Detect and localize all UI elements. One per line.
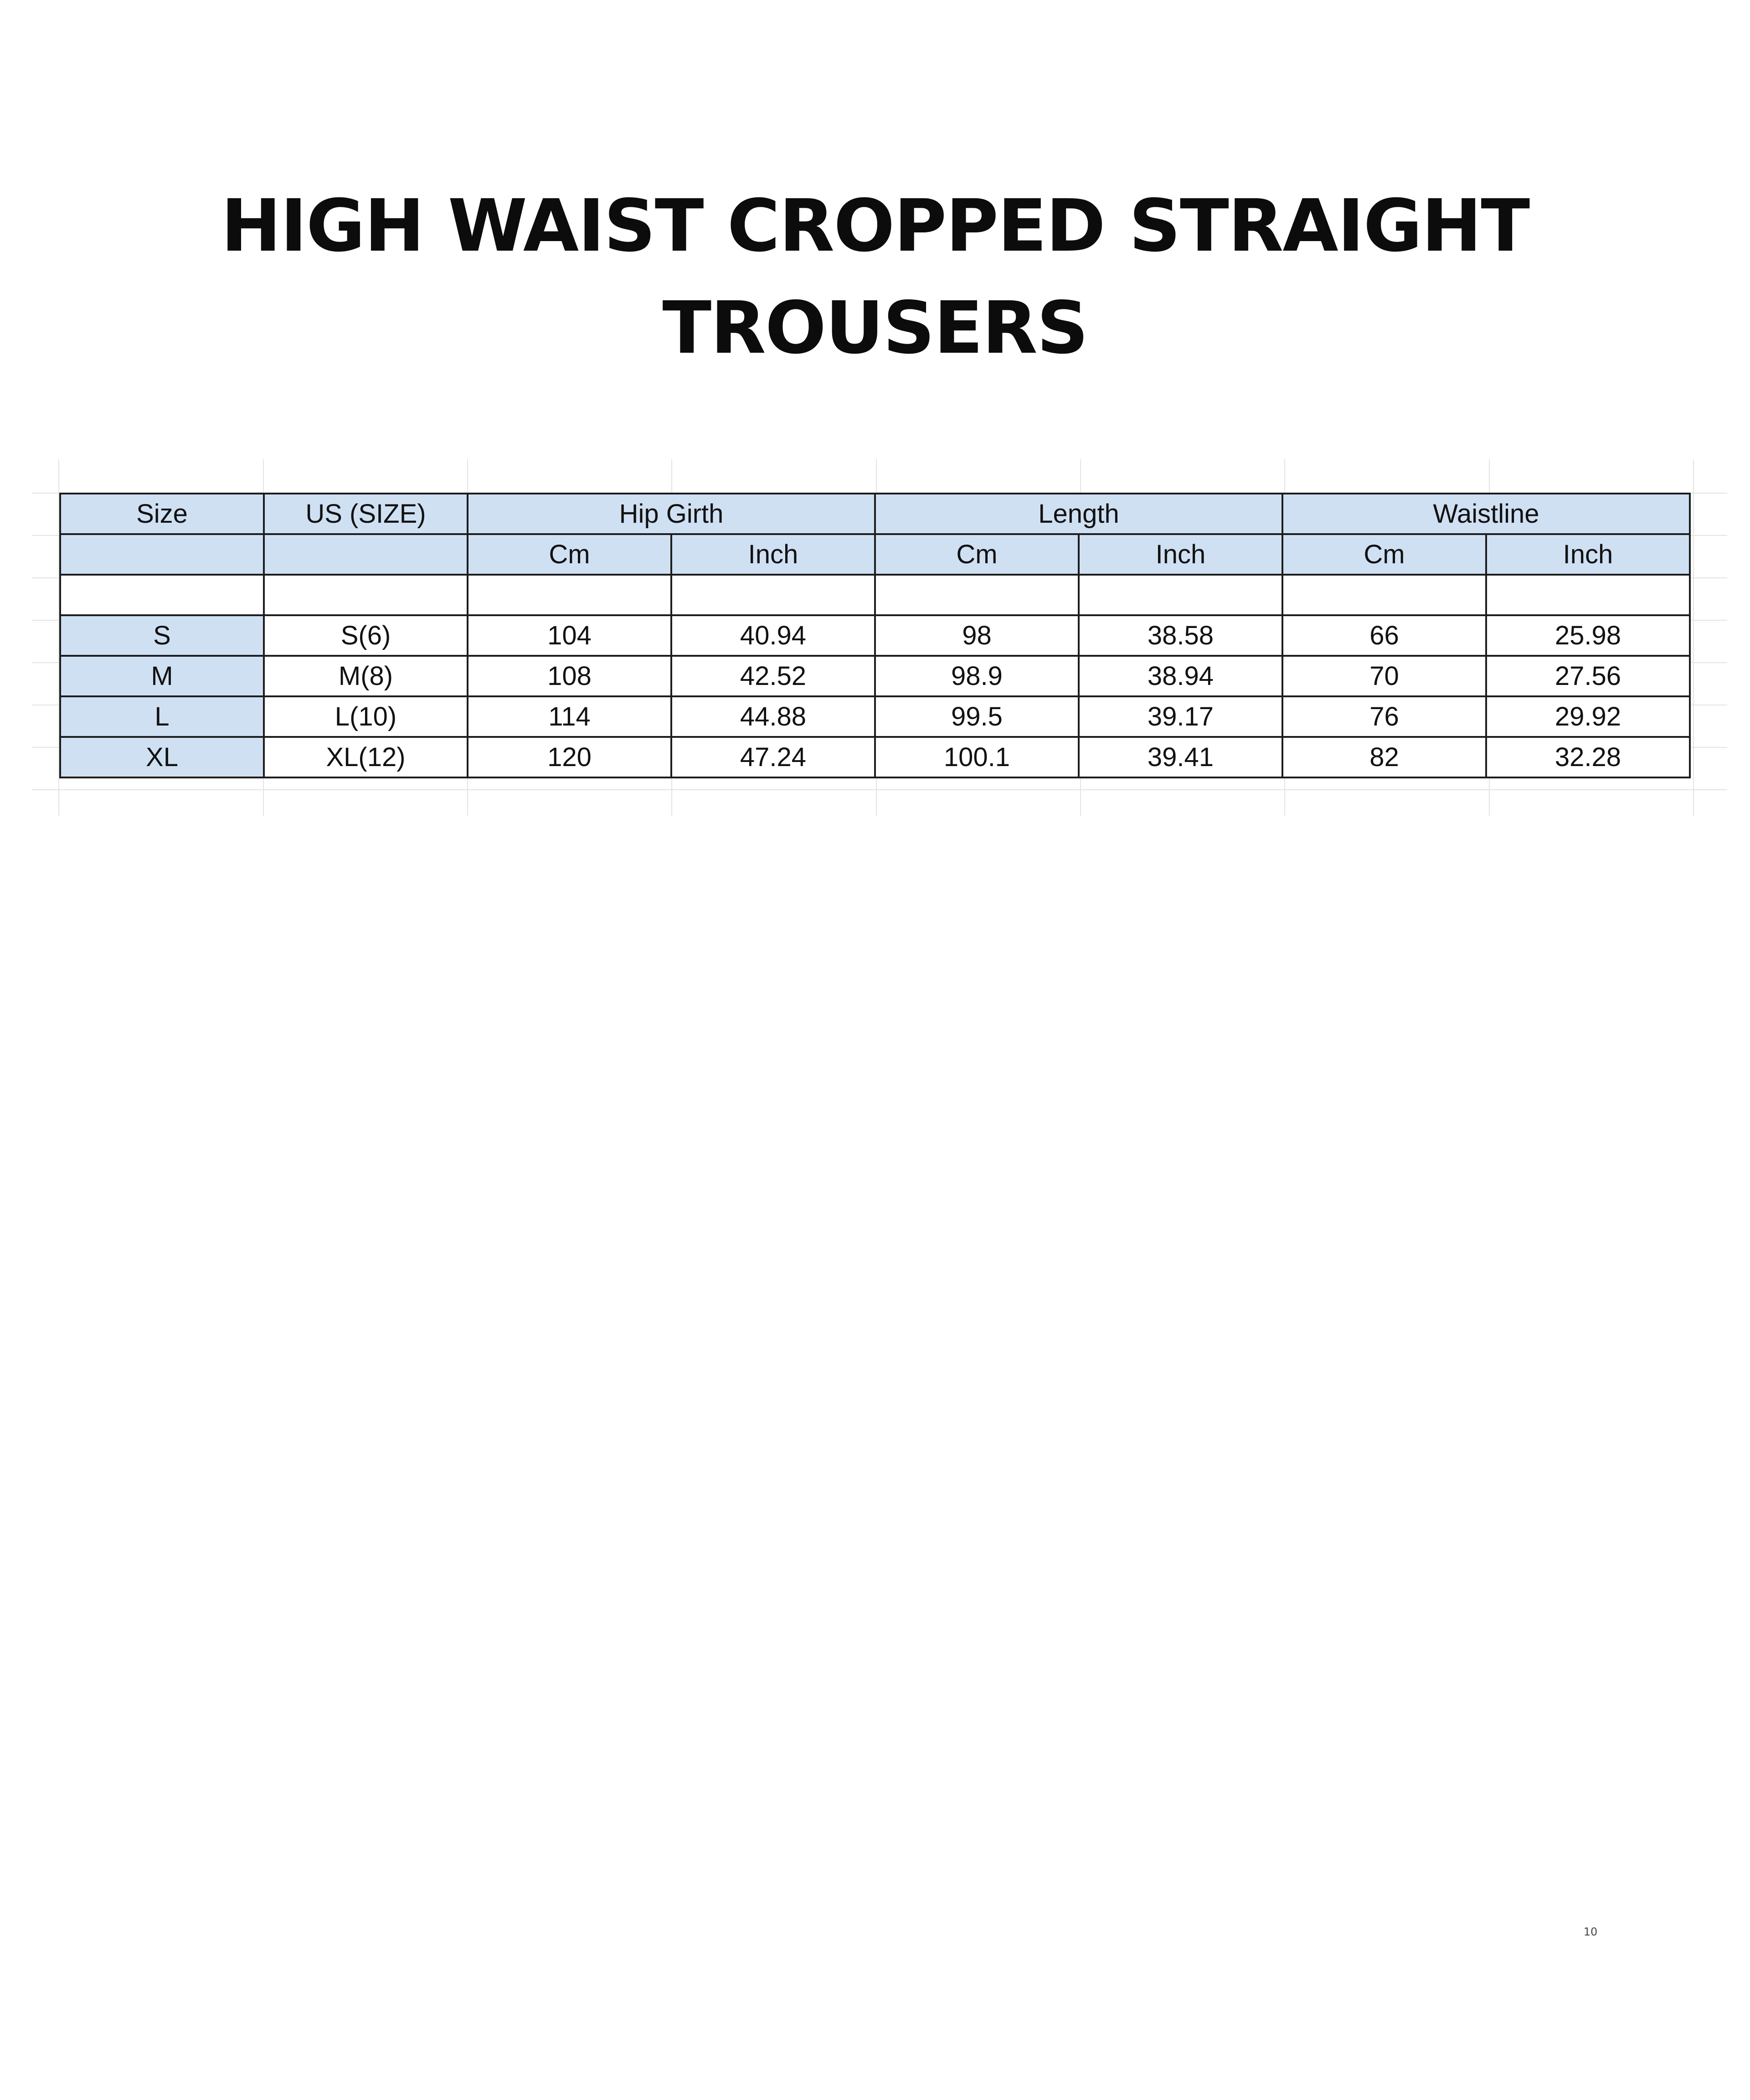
cell-size: XL <box>60 737 264 777</box>
empty-cell <box>1282 575 1486 615</box>
cell-size: S <box>60 615 264 656</box>
empty-cell <box>1079 575 1282 615</box>
table-row <box>60 737 1690 777</box>
cell-waist-inch: 29.92 <box>1486 696 1690 737</box>
cell-waist-inch: 25.98 <box>1486 615 1690 656</box>
cell-length-cm: 99.5 <box>875 696 1079 737</box>
empty-cell <box>468 575 671 615</box>
cell-length-cm: 100.1 <box>875 737 1079 777</box>
header-hip-girth: Hip Girth <box>468 494 875 534</box>
cell-waist-cm: 70 <box>1282 656 1486 696</box>
header-us-size: US (SIZE) <box>264 494 468 534</box>
header-waist-inch: Inch <box>1486 534 1690 575</box>
cell-length-inch: 38.58 <box>1079 615 1282 656</box>
page-title-line-2: TROUSERS <box>662 286 1088 370</box>
header-length: Length <box>875 494 1282 534</box>
cell-length-cm: 98 <box>875 615 1079 656</box>
cell-hip-cm: 104 <box>468 615 671 656</box>
cell-hip-cm: 120 <box>468 737 671 777</box>
header-length-inch: Inch <box>1079 534 1282 575</box>
cell-us-size: XL(12) <box>264 737 468 777</box>
table-row <box>60 656 1690 696</box>
cell-us-size: S(6) <box>264 615 468 656</box>
empty-cell <box>264 575 468 615</box>
header-waist-cm: Cm <box>1282 534 1486 575</box>
size-chart-table <box>59 493 1691 778</box>
table-row <box>60 696 1690 737</box>
cell-length-inch: 38.94 <box>1079 656 1282 696</box>
cell-length-cm: 98.9 <box>875 656 1079 696</box>
cell-hip-inch: 44.88 <box>671 696 875 737</box>
header-us-size-blank <box>264 534 468 575</box>
cell-waist-inch: 27.56 <box>1486 656 1690 696</box>
header-hip-cm: Cm <box>468 534 671 575</box>
page-number: 10 <box>1583 1925 1598 1938</box>
cell-hip-cm: 108 <box>468 656 671 696</box>
cell-length-inch: 39.41 <box>1079 737 1282 777</box>
cell-waist-inch: 32.28 <box>1486 737 1690 777</box>
header-row-units <box>60 534 1690 575</box>
cell-hip-inch: 40.94 <box>671 615 875 656</box>
header-waistline: Waistline <box>1282 494 1690 534</box>
empty-cell <box>1486 575 1690 615</box>
empty-cell <box>875 575 1079 615</box>
cell-us-size: L(10) <box>264 696 468 737</box>
empty-row <box>60 575 1690 615</box>
cell-hip-inch: 42.52 <box>671 656 875 696</box>
header-size: Size <box>60 494 264 534</box>
cell-size: L <box>60 696 264 737</box>
cell-waist-cm: 76 <box>1282 696 1486 737</box>
header-size-blank <box>60 534 264 575</box>
header-hip-inch: Inch <box>671 534 875 575</box>
cell-size: M <box>60 656 264 696</box>
cell-waist-cm: 82 <box>1282 737 1486 777</box>
page-title-line-1: HIGH WAIST CROPPED STRAIGHT <box>221 184 1529 268</box>
cell-hip-inch: 47.24 <box>671 737 875 777</box>
cell-waist-cm: 66 <box>1282 615 1486 656</box>
header-length-cm: Cm <box>875 534 1079 575</box>
empty-cell <box>671 575 875 615</box>
empty-cell <box>60 575 264 615</box>
cell-hip-cm: 114 <box>468 696 671 737</box>
cell-us-size: M(8) <box>264 656 468 696</box>
table-row <box>60 615 1690 656</box>
cell-length-inch: 39.17 <box>1079 696 1282 737</box>
header-row-groups <box>60 494 1690 534</box>
